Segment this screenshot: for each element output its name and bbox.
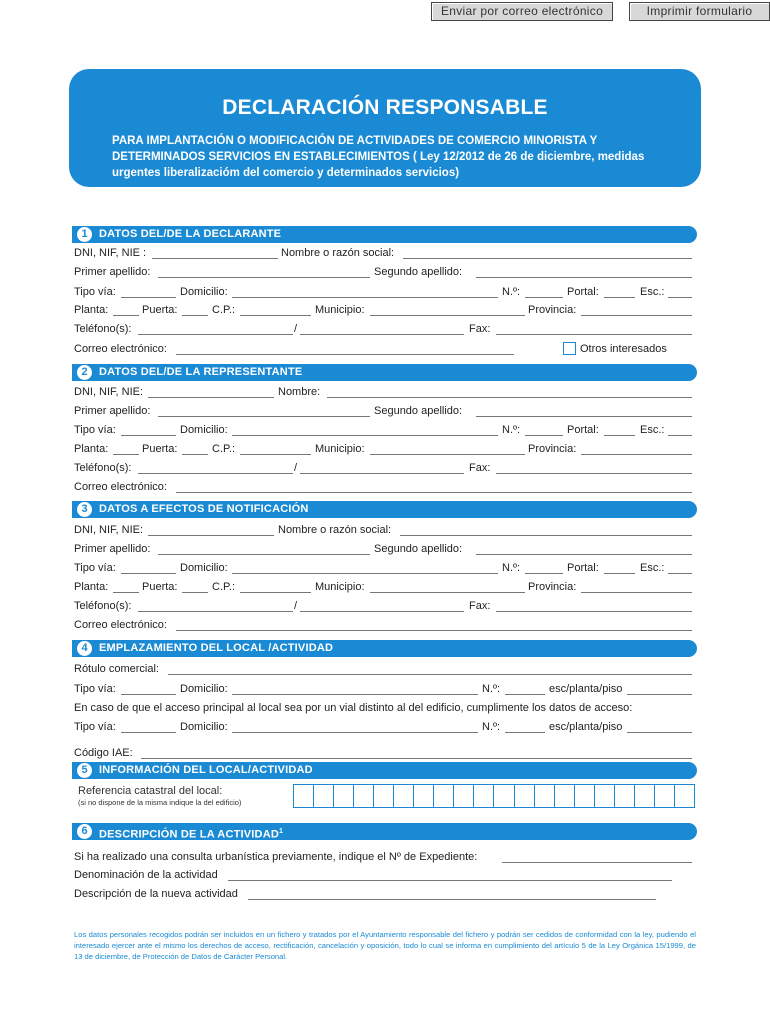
section-number: 4: [77, 641, 92, 656]
primer-apellido-label: Primer apellido:: [74, 266, 151, 278]
form-row: [74, 461, 692, 475]
correo-label: Correo electrónico:: [74, 481, 167, 493]
form-row: [74, 720, 692, 734]
section-4-header: [72, 640, 697, 657]
provincia-field[interactable]: [581, 454, 692, 455]
form-row: [74, 303, 692, 317]
puerta-field[interactable]: [182, 454, 208, 455]
esc-label: Esc.:: [640, 562, 665, 574]
tipo-via-label: Tipo vía:: [74, 424, 116, 436]
dni-label: DNI, NIF, NIE:: [74, 386, 144, 398]
primer-apellido-label: Primer apellido:: [74, 405, 151, 417]
correo-field[interactable]: [176, 630, 692, 631]
rotulo-label: Rótulo comercial:: [74, 663, 159, 675]
cp-field[interactable]: [240, 454, 311, 455]
otros-interesados-checkbox[interactable]: [563, 342, 576, 355]
segundo-apellido-label: Segundo apellido:: [374, 543, 463, 555]
fax-label: Fax:: [469, 600, 491, 612]
print-button[interactable]: Imprimir formulario: [629, 2, 770, 21]
denominacion-field[interactable]: [228, 880, 672, 881]
form-row: [74, 523, 692, 537]
primer-apellido-field[interactable]: [158, 277, 370, 278]
form-row: [74, 542, 692, 556]
email-button[interactable]: Enviar por correo electrónico: [431, 2, 613, 21]
cp-label: C.P.:: [212, 443, 236, 455]
section-5-header: [72, 762, 697, 779]
form-row: [74, 746, 692, 760]
puerta-field[interactable]: [182, 315, 208, 316]
numero-field[interactable]: [525, 573, 563, 574]
acceso-note: [74, 701, 692, 715]
municipio-label: Municipio:: [315, 581, 365, 593]
tipo-via-field[interactable]: [121, 694, 176, 695]
planta-field[interactable]: [113, 592, 139, 593]
telefono-2-field[interactable]: [300, 611, 464, 612]
separator: /: [294, 462, 298, 474]
fax-label: Fax:: [469, 323, 491, 335]
provincia-label: Provincia:: [528, 581, 577, 593]
esc-field[interactable]: [668, 297, 692, 298]
tipo-via-label: Tipo vía:: [74, 562, 116, 574]
rotulo-field[interactable]: [168, 674, 692, 675]
portal-label: Portal:: [567, 562, 599, 574]
esc-field[interactable]: [668, 435, 692, 436]
puerta-label: Puerta:: [142, 581, 178, 593]
nombre-label: Nombre o razón social:: [278, 524, 392, 536]
dni-field[interactable]: [148, 397, 274, 398]
numero-field[interactable]: [525, 297, 563, 298]
form-row: [74, 850, 692, 864]
provincia-label: Provincia:: [528, 443, 577, 455]
correo-field[interactable]: [176, 492, 692, 493]
esc-label: Esc.:: [640, 424, 665, 436]
fax-label: Fax:: [469, 462, 491, 474]
form-row: [74, 561, 692, 575]
telefono-2-field[interactable]: [300, 473, 464, 474]
section-number: 2: [77, 365, 92, 380]
nueva-actividad-field[interactable]: [248, 899, 656, 900]
municipio-field[interactable]: [370, 454, 525, 455]
provincia-field[interactable]: [581, 315, 692, 316]
domicilio-field[interactable]: [232, 694, 478, 695]
municipio-field[interactable]: [370, 592, 525, 593]
esc-planta-piso-label: esc/planta/piso: [549, 721, 623, 733]
portal-label: Portal:: [567, 424, 599, 436]
expediente-field[interactable]: [502, 862, 692, 863]
numero-label: N.º:: [482, 721, 501, 733]
telefonos-label: Teléfono(s):: [74, 462, 132, 474]
nombre-field[interactable]: [403, 258, 692, 259]
form-row: [74, 480, 692, 494]
segundo-apellido-field[interactable]: [476, 277, 692, 278]
planta-label: Planta:: [74, 581, 109, 593]
form-row: [74, 442, 692, 456]
numero-field[interactable]: [505, 694, 545, 695]
referencia-catastral-field[interactable]: [293, 784, 695, 808]
planta-field[interactable]: [113, 315, 139, 316]
domicilio-label: Domicilio:: [180, 286, 228, 298]
numero-label: N.º:: [482, 683, 501, 695]
nombre-label: Nombre:: [278, 386, 321, 398]
domicilio-field[interactable]: [232, 297, 498, 298]
section-number: 3: [77, 502, 92, 517]
section-number: 5: [77, 763, 92, 778]
planta-label: Planta:: [74, 304, 109, 316]
numero-label: N.º:: [502, 424, 521, 436]
form-row: [74, 868, 692, 882]
planta-field[interactable]: [113, 454, 139, 455]
tipo-via-field[interactable]: [121, 297, 176, 298]
section-number: 1: [77, 227, 92, 242]
form-row: [74, 887, 692, 901]
segundo-apellido-label: Segundo apellido:: [374, 405, 463, 417]
telefono-1-field[interactable]: [138, 473, 293, 474]
section-3-header: [72, 501, 697, 518]
municipio-field[interactable]: [370, 315, 525, 316]
form-row: [74, 423, 692, 437]
nombre-field[interactable]: [400, 535, 692, 536]
correo-field[interactable]: [176, 354, 514, 355]
tipo-via-label: Tipo vía:: [74, 683, 116, 695]
tipo-via-field[interactable]: [121, 732, 176, 733]
provincia-label: Provincia:: [528, 304, 577, 316]
tipo-via-label: Tipo vía:: [74, 721, 116, 733]
tipo-via-field[interactable]: [121, 573, 176, 574]
section-2-header: [72, 364, 697, 381]
telefonos-label: Teléfono(s):: [74, 600, 132, 612]
referencia-catastral-note: (si no dispone de la misma indique la del edificio): [78, 798, 242, 807]
segundo-apellido-field[interactable]: [476, 554, 692, 555]
puerta-field[interactable]: [182, 592, 208, 593]
planta-label: Planta:: [74, 443, 109, 455]
form-row: [74, 285, 692, 299]
cp-label: C.P.:: [212, 304, 236, 316]
domicilio-field[interactable]: [232, 732, 478, 733]
cp-field[interactable]: [240, 315, 311, 316]
form-row: [74, 246, 692, 260]
section-number: 6: [77, 824, 92, 839]
numero-label: N.º:: [502, 286, 521, 298]
form-row: [74, 618, 692, 632]
acceso-note-text: En caso de que el acceso principal al local sea por un vial distinto al del edificio, cumplimente los datos de acceso:: [74, 702, 633, 714]
telefonos-label: Teléfono(s):: [74, 323, 132, 335]
section-title: DATOS DEL/DE LA REPRESENTANTE: [99, 366, 303, 378]
nombre-field[interactable]: [327, 397, 692, 398]
section-title-text: DESCRIPCIÓN DE LA ACTIVIDAD: [99, 828, 279, 841]
telefono-1-field[interactable]: [138, 611, 293, 612]
numero-field[interactable]: [525, 435, 563, 436]
portal-field[interactable]: [604, 573, 635, 574]
privacy-notice: Los datos personales recogidos podrán ser incluidos en un fichero y tratados por el Ayuntamiento responsable del fichero y podrán ser cedidos de conformidad con la ley, pudiendo el interesado ejercer ante el mismo los derechos de acceso, rectificación, cancelación y oposición, todo lo cual se informa en cumplimiento del artículo 5 de la Ley Orgánica 15/1999, de 13 de diciembre, de Protección de Datos de Carácter Personal.: [74, 930, 696, 961]
form-row: [74, 580, 692, 594]
footnote-marker: 1: [278, 828, 284, 835]
section-title: DATOS DEL/DE LA DECLARANTE: [99, 228, 282, 240]
section-title: [99, 823, 283, 844]
portal-label: Portal:: [567, 286, 599, 298]
section-title: EMPLAZAMIENTO DEL LOCAL /ACTIVIDAD: [99, 642, 334, 654]
tipo-via-field[interactable]: [121, 435, 176, 436]
esc-field[interactable]: [668, 573, 692, 574]
form-row: [74, 662, 692, 676]
tipo-via-label: Tipo vía:: [74, 286, 116, 298]
nueva-actividad-label: Descripción de la nueva actividad: [74, 888, 238, 900]
fax-field[interactable]: [496, 611, 692, 612]
domicilio-field[interactable]: [232, 573, 498, 574]
domicilio-label: Domicilio:: [180, 562, 228, 574]
domicilio-label: Domicilio:: [180, 721, 228, 733]
form-row: [74, 599, 692, 613]
fax-field[interactable]: [496, 334, 692, 335]
fax-field[interactable]: [496, 473, 692, 474]
codigo-iae-label: Código IAE:: [74, 747, 133, 759]
esc-planta-piso-field[interactable]: [627, 732, 692, 733]
domicilio-field[interactable]: [232, 435, 498, 436]
cp-field[interactable]: [240, 592, 311, 593]
provincia-field[interactable]: [581, 592, 692, 593]
primer-apellido-label: Primer apellido:: [74, 543, 151, 555]
portal-field[interactable]: [604, 435, 635, 436]
correo-label: Correo electrónico:: [74, 343, 167, 355]
form-row: [74, 322, 692, 336]
puerta-label: Puerta:: [142, 443, 178, 455]
separator: /: [294, 600, 298, 612]
page-subtitle: PARA IMPLANTACIÓN O MODIFICACIÓN DE ACTIVIDADES DE COMERCIO MINORISTA Y DETERMINADOS SERVICIOS EN ESTABLECIMIENTOS ( Ley 12/2012 de 26 de diciembre, medidas urgentes liberalizacióm del comercio y determinados servicios): [112, 135, 645, 179]
section-6-header: [72, 823, 697, 840]
numero-label: N.º:: [502, 562, 521, 574]
correo-label: Correo electrónico:: [74, 619, 167, 631]
puerta-label: Puerta:: [142, 304, 178, 316]
domicilio-label: Domicilio:: [180, 683, 228, 695]
dni-label: DNI, NIF, NIE:: [74, 524, 144, 536]
primer-apellido-field[interactable]: [158, 554, 370, 555]
municipio-label: Municipio:: [315, 304, 365, 316]
referencia-catastral-label: Referencia catastral del local:: [78, 785, 223, 797]
esc-label: Esc.:: [640, 286, 665, 298]
dni-field[interactable]: [152, 258, 278, 259]
telefono-2-field[interactable]: [300, 334, 464, 335]
codigo-iae-field[interactable]: [141, 758, 692, 759]
form-row: [74, 385, 692, 399]
header-banner: [69, 69, 701, 187]
portal-field[interactable]: [604, 297, 635, 298]
form-row: [74, 265, 692, 279]
municipio-label: Municipio:: [315, 443, 365, 455]
section-1-header: [72, 226, 697, 243]
dni-field[interactable]: [148, 535, 274, 536]
esc-planta-piso-label: esc/planta/piso: [549, 683, 623, 695]
dni-label: DNI, NIF, NIE :: [74, 247, 147, 259]
segundo-apellido-field[interactable]: [476, 416, 692, 417]
cp-label: C.P.:: [212, 581, 236, 593]
nombre-label: Nombre o razón social:: [281, 247, 395, 259]
domicilio-label: Domicilio:: [180, 424, 228, 436]
esc-planta-piso-field[interactable]: [627, 694, 692, 695]
denominacion-label: Denominación de la actividad: [74, 869, 218, 881]
form-row: [74, 404, 692, 418]
telefono-1-field[interactable]: [138, 334, 293, 335]
segundo-apellido-label: Segundo apellido:: [374, 266, 463, 278]
numero-field[interactable]: [505, 732, 545, 733]
section-title: DATOS A EFECTOS DE NOTIFICACIÓN: [99, 503, 309, 515]
form-row: [74, 682, 692, 696]
consulta-label: Si ha realizado una consulta urbanística previamente, indique el Nº de Expediente:: [74, 851, 478, 863]
section-title: INFORMACIÓN DEL LOCAL/ACTIVIDAD: [99, 764, 313, 776]
primer-apellido-field[interactable]: [158, 416, 370, 417]
page-title: DECLARACIÓN RESPONSABLE: [222, 96, 548, 119]
separator: /: [294, 323, 298, 335]
otros-interesados-label: Otros interesados: [580, 343, 667, 355]
